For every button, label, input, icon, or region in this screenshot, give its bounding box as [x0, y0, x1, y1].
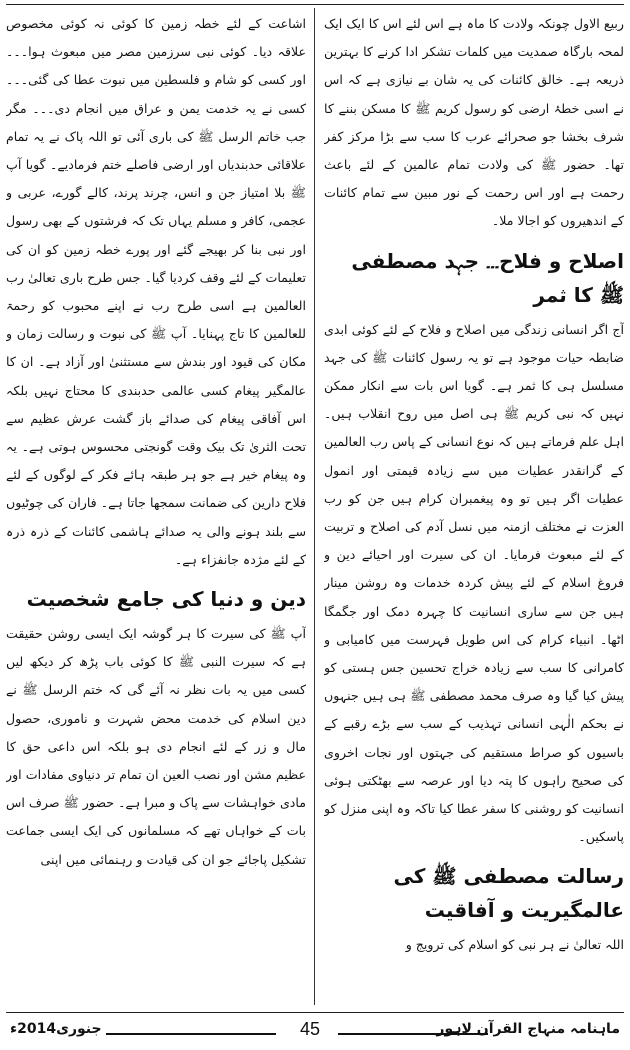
paragraph: ربیع الاول چونکہ ولادت کا ماہ ہے اس لئے اس کا ایک ایک لمحہ بارگاہ صمدیت میں کلمات تشکر ادا کرنے کا بہترین ذریعہ ہے۔ خالق کائنات کی یہ شان بے نیازی ہے کہ اس نے اسی خطۂ ارضی کو رسول کریم ﷺ کا مسکن بننے کا شرف بخشا جو صحرائے عرب کا سب سے بڑا مرکز کفر تھا۔ حضور ﷺ کی ولادت تمام عالمین کے لئے باعث رحمت ہے اور اس رحمت کے نور مبین سے تمام کائنات کے اندھیروں کو اجالا ملا۔ — [324, 16, 624, 229]
footer-rule — [106, 1033, 276, 1035]
paragraph: آپ ﷺ کی سیرت کا ہر گوشہ ایک ایسی روشن حقیقت ہے کہ سیرت النبی ﷺ کا کوئی باب پڑھ کر دیکھ لیں کسی میں یہ بات نظر نہ آئے گی کہ ختم الرسل ﷺ نے دین اسلام کی خدمت محض شہرت و ناموری، حصول مال و زر کے لئے انجام دی ہو بلکہ اس داعی حق کا عظیم مشن اور نصب العین ان تمام تر دنیاوی مفادات اور مادی خواہشات سے پاک و مبرا ہے۔ حضور ﷺ صرف اس بات کے خواہاں تھے کہ مسلمانوں کی ایک ایسی جماعت تشکیل پاجائے جو ان کی قیادت و رہنمائی میں اپنی — [6, 626, 306, 867]
section-heading: دین و دنیا کی جامع شخصیت — [26, 587, 306, 612]
paragraph: آج اگر انسانی زندگی میں اصلاح و فلاح کے لئے کوئی ابدی ضابطہ حیات موجود ہے تو یہ رسول کائنات ﷺ کی جہد مسلسل ہی کا ثمر ہے۔ گویا اس بات سے انکار ممکن نہیں کہ نبی کریم ﷺ ہی اصل میں روح انقلاب ہیں۔ اہل علم فرماتے ہیں کہ نوع انسانی کے پاس رب العالمین کے گرانقدر عطیات میں سے زیادہ قیمتی اور انمول عطیات اگر ہیں تو وہ پیغمبران کرام ہیں جن کو رب العزت نے مختلف ازمنہ میں نسل آدم کی اصلاح و تربیت کے لئے مبعوث فرمایا۔ ان کی سیرت اور احیائے دین و فروغ اسلام کے لئے پیش کردہ خدمات وہ روشن مینار ہیں جن سے ساری انسانیت کا چہرہ دمک اور جگمگا اٹھا۔ انبیاء کرام کی اس طویل فہرست میں کامیابی و کامرانی کا سب سے زیادہ خراج تحسین جس ہستی کو پیش کیا گیا وہ صرف محمد مصطفی ﷺ ہی ہیں جنہوں نے بحکم الٰہی انسانی تہذیب کے سب سے بڑے رقبے کے باسیوں کو صراط مستقیم کی جہتوں اور نجات اخروی کی صحیح راہوں کا پتہ دیا اور عرصہ سے بھٹکتی ہوئی انسانیت کو روشنی کا سفر عطا کیا تاکہ وہ اپنی منزل کو پاسکیں۔ — [324, 321, 624, 845]
magazine-name: ماہنامہ منہاج القرآن لاہور — [436, 1021, 620, 1037]
column-divider — [314, 8, 315, 1005]
issue-date: جنوری2014ء — [10, 1021, 102, 1037]
section-heading: اصلاح و فلاح۔۔۔ جہد مصطفی ﷺ کا ثمر — [351, 248, 624, 307]
section-heading: رسالت مصطفی ﷺ کی عالمگیریت و آفاقیت — [393, 864, 624, 923]
right-column — [324, 10, 624, 1005]
top-rule — [6, 4, 624, 5]
left-column — [6, 10, 306, 1005]
page-number: 45 — [299, 1019, 321, 1039]
page-footer — [6, 1012, 624, 1045]
paragraph: اللہ تعالیٰ نے ہر نبی کو اسلام کی ترویج و — [405, 937, 624, 953]
paragraph: اشاعت کے لئے خطہ زمین کا کوئی نہ کوئی مخصوص علاقہ دیا۔ کوئی نبی سرزمین مصر میں مبعوث ہوا۔۔۔ اور کسی کو شام و فلسطین میں نبوت عطا کی گئی۔۔۔ کسی نے یہ خدمت یمن و عراق میں انجام دی۔۔۔ مگر جب خاتم الرسل ﷺ کی باری آئی تو اللہ پاک نے یہ تمام علاقائی حدبندیاں اور ارضی فاصلے ختم فرمادیے۔ گویا آپ ﷺ بلا امتیاز جن و انس، چرند پرند، کالے گورے، عربی و عجمی، کافر و مسلم یہاں تک کہ فرشتوں کے بھی رسول اور نبی بنا کر بھیجے گئے اور پورے خطہ زمین کو ان کی تعلیمات کے لئے وقف کردیا گیا۔ جس طرح باری تعالیٰ رب العالمین ہے اسی طرح رب نے اپنے محبوب کو رحمۃ للعالمین کا تاج پہنایا۔ آپ ﷺ کی نبوت و رسالت زمان و مکان کی قیود اور بندش سے مستثنیٰ اور آزاد ہے۔ ان کا عالمگیر پیغام کسی عالمی حدبندی کا محتاج نہیں بلکہ اس آفاقی پیغام کی صدائے باز گشت عرش عظیم سے تحت الثریٰ تک بیک وقت گونجتی محسوس ہوتی ہے۔ یہ وہ پیغام خیر ہے جو ہر طبقہ ہائے فکر کے لوگوں کے لئے فلاح دارین کی ضمانت سمجھا جاتا ہے۔ فاران کی چوٹیوں سے بلند ہونے والی یہ صدائے ہاشمی کائنات کے ذرہ ذرہ کے لئے مژدہ جانفزاء ہے۔ — [6, 16, 306, 567]
